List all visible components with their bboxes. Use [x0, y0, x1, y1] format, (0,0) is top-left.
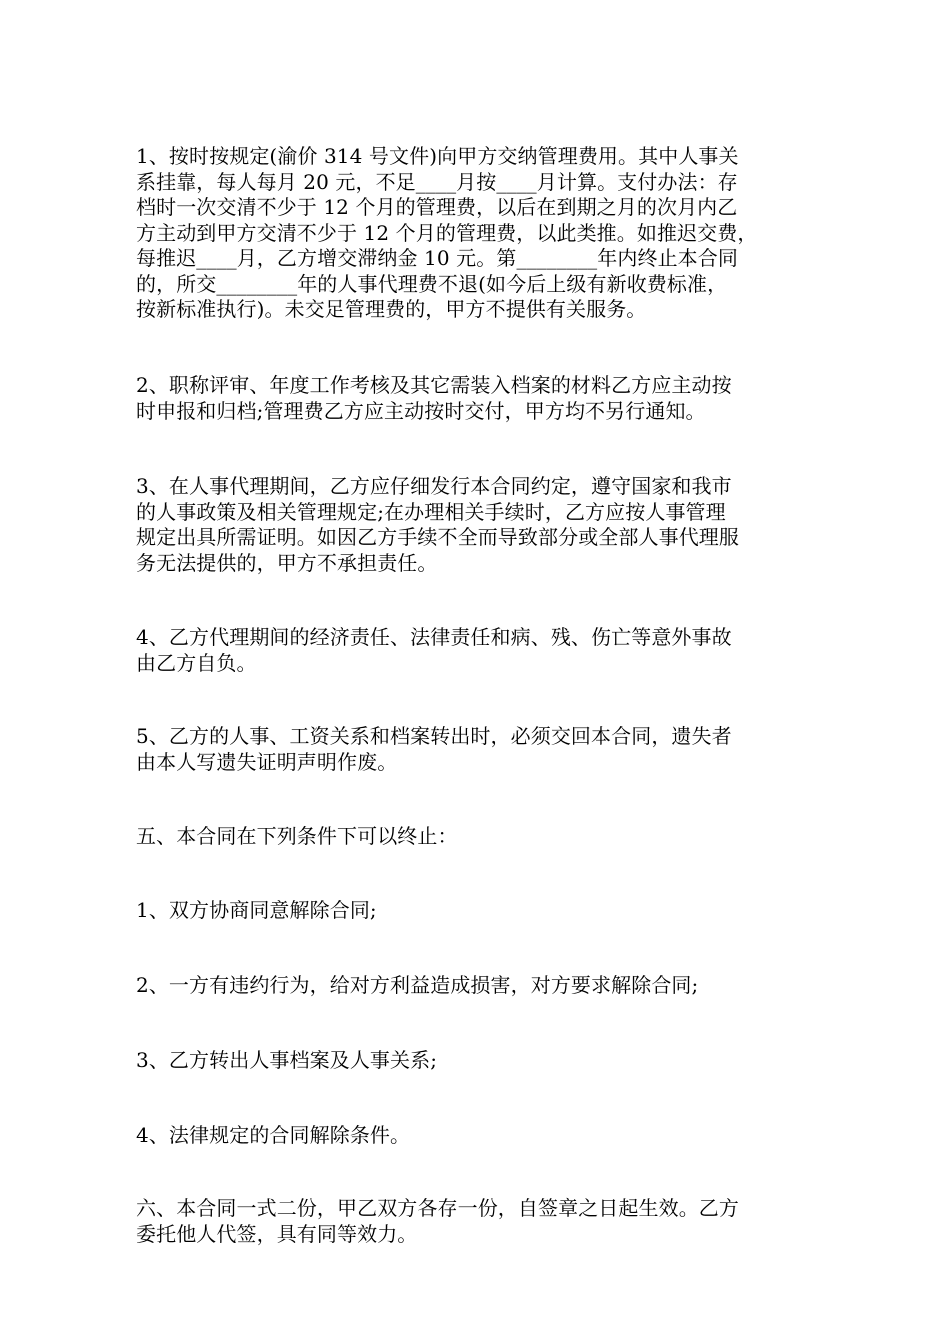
section-5-termination-heading [136, 824, 818, 850]
text-line: 4、乙方代理期间的经济责任、法律责任和病、残、伤亡等意外事故 [136, 625, 732, 649]
text-line: 规定出具所需证明。如因乙方手续不全而导致部分或全部人事代理服 [136, 525, 739, 549]
text-line: 档时一次交清不少于 12 个月的管理费，以后在到期之月的次月内乙 [136, 195, 738, 219]
text-line: 4、法律规定的合同解除条件。 [136, 1123, 411, 1147]
text-line: 2、一方有违约行为，给对方利益造成损害，对方要求解除合同; [136, 973, 699, 997]
text-line: 委托他人代签，具有同等效力。 [136, 1221, 418, 1246]
termination-item-2 [136, 973, 818, 999]
text-line: 由乙方自负。 [136, 650, 257, 675]
text-line: 五、本合同在下列条件下可以终止： [136, 824, 458, 848]
termination-item-3 [136, 1048, 818, 1074]
clause-2-archive-materials [136, 373, 818, 424]
text-line: 的，所交________年的人事代理费不退(如今后上级有新收费标准， [136, 271, 728, 296]
text-line: 由本人写遗失证明声明作废。 [136, 749, 398, 774]
text-line: 时申报和归档;管理费乙方应主动按时交付，甲方均不另行通知。 [136, 398, 706, 423]
termination-item-1 [136, 898, 818, 924]
section-6-copies-and-effect [136, 1196, 818, 1247]
text-line: 的人事政策及相关管理规定;在办理相关手续时，乙方应按人事管理 [136, 499, 726, 524]
text-line: 方主动到甲方交清不少于 12 个月的管理费，以此类推。如推迟交费， [136, 220, 758, 245]
text-line: 六、本合同一式二份，甲乙双方各存一份，自签章之日起生效。乙方 [136, 1196, 739, 1220]
clause-1-management-fee [136, 144, 818, 323]
text-line: 1、按时按规定(渝价 314 号文件)向甲方交纳管理费用。其中人事关 [136, 144, 739, 168]
clause-3-agency-obligations [136, 474, 818, 576]
clause-5-return-contract [136, 724, 818, 775]
text-line: 系挂靠，每人每月 20 元，不足____月按____月计算。支付办法：存 [136, 169, 738, 194]
clause-4-liability [136, 625, 818, 676]
text-line: 2、职称评审、年度工作考核及其它需装入档案的材料乙方应主动按 [136, 373, 732, 397]
text-line: 务无法提供的，甲方不承担责任。 [136, 550, 438, 575]
termination-item-4 [136, 1123, 818, 1149]
text-line: 5、乙方的人事、工资关系和档案转出时，必须交回本合同，遗失者 [136, 724, 732, 748]
text-line: 3、在人事代理期间，乙方应仔细发行本合同约定，遵守国家和我市 [136, 474, 732, 498]
text-line: 3、乙方转出人事档案及人事关系; [136, 1048, 438, 1072]
text-line: 1、双方协商同意解除合同; [136, 898, 377, 922]
text-line: 每推迟____月，乙方增交滞纳金 10 元。第________年内终止本合同 [136, 246, 738, 270]
text-line: 按新标准执行)。未交足管理费的，甲方不提供有关服务。 [136, 297, 647, 321]
